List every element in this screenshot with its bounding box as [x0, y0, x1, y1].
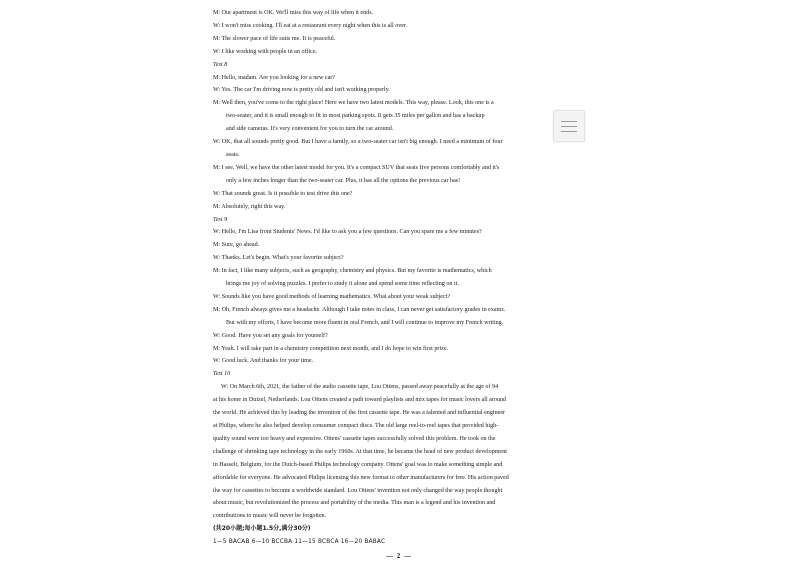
text-line: W: That sounds great. Is it possible to test drive this one?	[213, 190, 353, 197]
text-line: at his home in Duizel, Netherlands. Lou Ottens created a path toward playlists and mix tapes for music lovers all around	[213, 397, 507, 404]
text-line: W: Sounds like you have good methods of learning mathematics. What about your weak subject?	[213, 293, 451, 300]
text-line: W: On March 6th, 2021, the father of the audio cassette tape, Lou Ottens, passed away peacefully at the age of 94	[221, 384, 499, 391]
text-line: M: I see. Well, we have the other latest model for you. It's a compact SUV that seats five persons comfortably and it's	[213, 164, 500, 171]
text-line: W: Hello, I'm Lisa from Students' News. I'd like to ask you a few questions. Can you spare me a few minutes?	[213, 229, 482, 236]
text-line: seats.	[226, 151, 240, 158]
text-line: W: OK, that all sounds pretty good. But I have a family, so a two-seater car isn't big enough. I need a minimum of four	[213, 139, 503, 146]
text-line: contributions to music will never be forgotten.	[213, 513, 327, 520]
text-line: in Hasselt, Belgium, for the Dutch-based Philips technology company. Ottens' goal was to make something simple and	[213, 461, 503, 468]
text-line: the world. He achieved this by leading the invention of the first cassette tape. He was a talented and influential engineer	[213, 410, 506, 417]
test-heading: Test 8	[213, 61, 228, 68]
text-line: W: Good luck. And thanks for your time.	[213, 358, 314, 365]
text-line: W: Thanks. Let's begin. What's your favorite subject?	[213, 255, 344, 262]
text-line: M: In fact, I like many subjects, such as geography, chemistry and physics. But my favorite is mathematics, which	[213, 268, 492, 275]
text-line: W: I like working with people in an office.	[213, 48, 318, 55]
section-note: (共20小题;每小题1.5分,满分30分)	[213, 525, 311, 533]
text-line: challenge of shrinking tape technology in the early 1960s. At that time, he became the head of new product development	[213, 448, 507, 455]
text-line: M: Absolutely, right this way.	[213, 203, 286, 210]
text-line: the way for cassettes to become a worldwide standard. Lou Ottens' invention not only changed the way people thought	[213, 487, 503, 494]
document-page	[213, 7, 585, 563]
text-line: M: The slower pace of life suits me. It is peaceful.	[213, 35, 336, 42]
text-line: M: Hello, madam. Are you looking for a new car?	[213, 74, 336, 81]
text-line: at Philips, where he also helped develop consumer compact discs. The old large reel-to-reel tapes that provided high-	[213, 423, 499, 429]
text-line: two-seater, and it is small enough to fit in most parking spots. It gets 35 miles per gallon and has a backup	[226, 113, 485, 120]
text-line: brings me joy of solving puzzles. I prefer to study it alone and spend some time reflecting on it.	[226, 281, 459, 288]
text-line: and side cameras. It's very convenient for you to turn the car around.	[226, 126, 394, 133]
test-heading: Test 10	[213, 371, 231, 378]
text-line: M: Yeah. I will take part in a chemistry competition next month, and I do hope to win first prize.	[213, 345, 449, 352]
answer-key: 1—5 BACAB 6—10 BCCBA 11—15 BCBCA 16—20 BABAC	[213, 539, 386, 546]
text-line: M: Well then, you've come to the right place! Here we have two latest models. This way, please. Look, this one is a	[213, 100, 494, 107]
text-line: affordable for everyone. He advocated Philips licensing this new format to other manufacturers for free. His action paved	[213, 474, 509, 481]
text-line: about music, but revolutionized the process and portability of the media. This man is a legend and his invention and	[213, 500, 496, 507]
text-line: only a few inches longer than the two-seater car. Plus, it has all the options the previous car has!	[226, 177, 461, 184]
text-line: But with my efforts, I have become more fluent in oral French, and I will continue to improve my French writing.	[226, 319, 504, 326]
test-heading: Test 9	[213, 216, 228, 223]
text-line: M: Our apartment is OK. We'll miss this way of life when it ends.	[213, 10, 374, 16]
transcript-text	[213, 7, 585, 523]
text-line: M: Oh, French always gives me a headache. Although I take notes in class, I can never get satisfactory grades in exams.	[213, 306, 506, 313]
text-line: W: Yes. The car I'm driving now is pretty old and isn't working properly.	[213, 87, 390, 94]
text-line: W: I won't miss cooking. I'll eat at a restaurant every night when this is all over.	[213, 22, 408, 29]
text-line: M: Sure, go ahead.	[213, 242, 260, 249]
text-line: quality sound were too heavy and expensive. Ottens' cassette tapes successfully solved this problem. He took on the	[213, 435, 496, 442]
menu-icon[interactable]	[553, 110, 585, 142]
page-number: — 2 —	[386, 552, 412, 561]
text-line: W: Good. Have you set any goals for yourself?	[213, 332, 328, 339]
